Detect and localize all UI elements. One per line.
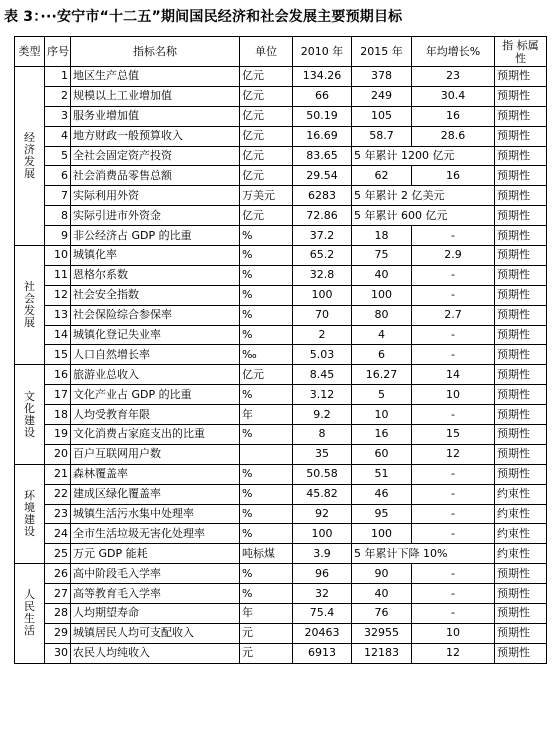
indicator-name: 人均受教育年限 xyxy=(71,405,240,425)
value-2010: 83.65 xyxy=(293,146,352,166)
table-row xyxy=(15,186,547,206)
growth-rate: - xyxy=(412,265,495,285)
value-2015: 378 xyxy=(352,67,412,87)
row-index: 10 xyxy=(45,246,71,266)
table-row xyxy=(15,226,547,246)
table-row xyxy=(15,106,547,126)
row-index: 26 xyxy=(45,564,71,584)
table-title xyxy=(4,6,402,26)
row-index: 2 xyxy=(45,86,71,106)
row-index: 11 xyxy=(45,265,71,285)
indicator-unit: 亿元 xyxy=(240,166,293,186)
row-index: 15 xyxy=(45,345,71,365)
value-2015: 4 xyxy=(352,325,412,345)
indicator-attribute: 预期性 xyxy=(495,305,547,325)
indicator-name: 地方财政一般预算收入 xyxy=(71,126,240,146)
indicator-attribute: 预期性 xyxy=(495,86,547,106)
indicator-unit: 亿元 xyxy=(240,86,293,106)
value-2015: 249 xyxy=(352,86,412,106)
value-2010: 50.19 xyxy=(293,106,352,126)
header-name: 指标名称 xyxy=(71,37,240,67)
value-2015: 10 xyxy=(352,405,412,425)
value-2010: 6913 xyxy=(293,643,352,663)
indicator-name: 非公经济占 GDP 的比重 xyxy=(71,226,240,246)
row-index: 24 xyxy=(45,524,71,544)
growth-rate: - xyxy=(412,564,495,584)
row-index: 6 xyxy=(45,166,71,186)
indicator-unit: % xyxy=(240,325,293,345)
indicator-unit: 年 xyxy=(240,405,293,425)
indicator-unit: % xyxy=(240,305,293,325)
indicator-attribute: 预期性 xyxy=(495,126,547,146)
value-2015: 46 xyxy=(352,484,412,504)
header-2015: 2015 年 xyxy=(352,37,412,67)
value-2010: 32 xyxy=(293,584,352,604)
value-2015: 40 xyxy=(352,584,412,604)
table-row xyxy=(15,524,547,544)
table-row xyxy=(15,544,547,564)
indicator-unit: 万美元 xyxy=(240,186,293,206)
value-2010: 9.2 xyxy=(293,405,352,425)
value-2015: 12183 xyxy=(352,643,412,663)
value-2010: 92 xyxy=(293,504,352,524)
row-index: 4 xyxy=(45,126,71,146)
category-label: 文化建设 xyxy=(24,389,35,439)
indicator-unit: % xyxy=(240,226,293,246)
indicator-unit: 吨标煤 xyxy=(240,544,293,564)
indicator-name: 高等教育毛入学率 xyxy=(71,584,240,604)
growth-rate: - xyxy=(412,325,495,345)
value-2010: 37.2 xyxy=(293,226,352,246)
indicator-name: 实际利用外资 xyxy=(71,186,240,206)
value-2010: 8.45 xyxy=(293,365,352,385)
indicator-name: 服务业增加值 xyxy=(71,106,240,126)
merged-target: 5 年累计 1200 亿元 xyxy=(352,146,495,166)
growth-rate: - xyxy=(412,405,495,425)
indicator-name: 建成区绿化覆盖率 xyxy=(71,484,240,504)
value-2010: 96 xyxy=(293,564,352,584)
row-index: 20 xyxy=(45,444,71,464)
title-dots: ··· xyxy=(40,9,57,25)
table-row xyxy=(15,484,547,504)
category-label: 人民生活 xyxy=(24,588,35,638)
indicator-unit: % xyxy=(240,564,293,584)
value-2010: 100 xyxy=(293,285,352,305)
growth-rate: 15 xyxy=(412,425,495,445)
value-2015: 90 xyxy=(352,564,412,584)
row-index: 22 xyxy=(45,484,71,504)
indicator-name: 百户互联网用户数 xyxy=(71,444,240,464)
indicator-attribute: 预期性 xyxy=(495,425,547,445)
growth-rate: 23 xyxy=(412,67,495,87)
indicator-unit: % xyxy=(240,464,293,484)
title-text: 安宁市“十二五”期间国民经济和社会发展主要预期目标 xyxy=(56,9,403,25)
table-body xyxy=(15,67,547,664)
value-2015: 76 xyxy=(352,604,412,624)
row-index: 21 xyxy=(45,464,71,484)
indicator-name: 社会安全指数 xyxy=(71,285,240,305)
indicator-name: 高中阶段毛入学率 xyxy=(71,564,240,584)
indicator-attribute: 预期性 xyxy=(495,564,547,584)
value-2010: 3.12 xyxy=(293,385,352,405)
value-2015: 18 xyxy=(352,226,412,246)
indicator-name: 规模以上工业增加值 xyxy=(71,86,240,106)
indicator-name: 文化消费占家庭支出的比重 xyxy=(71,425,240,445)
table-row xyxy=(15,146,547,166)
indicator-attribute: 预期性 xyxy=(495,325,547,345)
table-row xyxy=(15,643,547,663)
growth-rate: 16 xyxy=(412,106,495,126)
indicator-unit: ‰ xyxy=(240,345,293,365)
indicator-unit: 元 xyxy=(240,643,293,663)
category-cell xyxy=(15,464,45,563)
indicator-table xyxy=(14,36,547,664)
row-index: 13 xyxy=(45,305,71,325)
row-index: 17 xyxy=(45,385,71,405)
row-index: 12 xyxy=(45,285,71,305)
value-2015: 105 xyxy=(352,106,412,126)
indicator-attribute: 预期性 xyxy=(495,385,547,405)
row-index: 28 xyxy=(45,604,71,624)
indicator-attribute: 预期性 xyxy=(495,365,547,385)
growth-rate: - xyxy=(412,584,495,604)
value-2010: 6283 xyxy=(293,186,352,206)
value-2015: 60 xyxy=(352,444,412,464)
table-row xyxy=(15,564,547,584)
indicator-name: 文化产业占 GDP 的比重 xyxy=(71,385,240,405)
indicator-attribute: 约束性 xyxy=(495,504,547,524)
table-row xyxy=(15,623,547,643)
table-row xyxy=(15,246,547,266)
category-cell xyxy=(15,67,45,246)
indicator-name: 城镇居民人均可支配收入 xyxy=(71,623,240,643)
table-row xyxy=(15,425,547,445)
table-row xyxy=(15,265,547,285)
row-index: 8 xyxy=(45,206,71,226)
row-index: 29 xyxy=(45,623,71,643)
row-index: 9 xyxy=(45,226,71,246)
indicator-unit: % xyxy=(240,584,293,604)
indicator-name: 全社会固定资产投资 xyxy=(71,146,240,166)
value-2015: 80 xyxy=(352,305,412,325)
category-cell xyxy=(15,246,45,365)
growth-rate: 16 xyxy=(412,166,495,186)
table-row xyxy=(15,584,547,604)
row-index: 23 xyxy=(45,504,71,524)
growth-rate: 10 xyxy=(412,385,495,405)
value-2010: 5.03 xyxy=(293,345,352,365)
indicator-unit: % xyxy=(240,246,293,266)
row-index: 30 xyxy=(45,643,71,663)
indicator-attribute: 约束性 xyxy=(495,484,547,504)
value-2010: 100 xyxy=(293,524,352,544)
growth-rate: - xyxy=(412,524,495,544)
value-2015: 95 xyxy=(352,504,412,524)
category-label: 社会发展 xyxy=(24,280,35,330)
row-index: 7 xyxy=(45,186,71,206)
value-2015: 16.27 xyxy=(352,365,412,385)
indicator-attribute: 预期性 xyxy=(495,206,547,226)
indicator-name: 城镇化登记失业率 xyxy=(71,325,240,345)
indicator-unit: 年 xyxy=(240,604,293,624)
indicator-name: 城镇化率 xyxy=(71,246,240,266)
growth-rate: - xyxy=(412,226,495,246)
growth-rate: 10 xyxy=(412,623,495,643)
indicator-attribute: 预期性 xyxy=(495,226,547,246)
category-label: 经济发展 xyxy=(24,131,35,180)
table-row xyxy=(15,325,547,345)
header-index: 序号 xyxy=(45,37,71,67)
merged-target: 5 年累计 600 亿元 xyxy=(352,206,495,226)
table-row xyxy=(15,166,547,186)
row-index: 25 xyxy=(45,544,71,564)
value-2010: 32.8 xyxy=(293,265,352,285)
row-index: 14 xyxy=(45,325,71,345)
value-2010: 35 xyxy=(293,444,352,464)
merged-target: 5 年累计下降 10% xyxy=(352,544,495,564)
indicator-attribute: 预期性 xyxy=(495,444,547,464)
table-row xyxy=(15,206,547,226)
value-2010: 75.4 xyxy=(293,604,352,624)
value-2015: 75 xyxy=(352,246,412,266)
indicator-attribute: 预期性 xyxy=(495,604,547,624)
indicator-attribute: 预期性 xyxy=(495,623,547,643)
indicator-unit xyxy=(240,444,293,464)
value-2015: 6 xyxy=(352,345,412,365)
value-2015: 40 xyxy=(352,265,412,285)
table-row xyxy=(15,604,547,624)
category-cell xyxy=(15,564,45,663)
value-2010: 3.9 xyxy=(293,544,352,564)
indicator-attribute: 预期性 xyxy=(495,584,547,604)
growth-rate: 2.9 xyxy=(412,246,495,266)
value-2010: 72.86 xyxy=(293,206,352,226)
value-2010: 16.69 xyxy=(293,126,352,146)
table-row xyxy=(15,444,547,464)
row-index: 19 xyxy=(45,425,71,445)
row-index: 5 xyxy=(45,146,71,166)
row-index: 3 xyxy=(45,106,71,126)
indicator-name: 万元 GDP 能耗 xyxy=(71,544,240,564)
indicator-name: 实际引进市外资金 xyxy=(71,206,240,226)
indicator-unit: % xyxy=(240,425,293,445)
indicator-unit: 亿元 xyxy=(240,146,293,166)
header-category: 类型 xyxy=(15,37,45,67)
row-index: 18 xyxy=(45,405,71,425)
value-2015: 100 xyxy=(352,524,412,544)
indicator-name: 恩格尔系数 xyxy=(71,265,240,285)
growth-rate: 12 xyxy=(412,444,495,464)
row-index: 16 xyxy=(45,365,71,385)
value-2015: 62 xyxy=(352,166,412,186)
indicator-unit: % xyxy=(240,265,293,285)
indicator-attribute: 预期性 xyxy=(495,106,547,126)
table-row xyxy=(15,345,547,365)
table-row xyxy=(15,504,547,524)
value-2010: 65.2 xyxy=(293,246,352,266)
header-2010: 2010 年 xyxy=(293,37,352,67)
indicator-name: 人口自然增长率 xyxy=(71,345,240,365)
header-growth: 年均增长% xyxy=(412,37,495,67)
growth-rate: - xyxy=(412,464,495,484)
indicator-unit: % xyxy=(240,484,293,504)
indicator-name: 全市生活垃圾无害化处理率 xyxy=(71,524,240,544)
table-row xyxy=(15,305,547,325)
value-2010: 70 xyxy=(293,305,352,325)
growth-rate: - xyxy=(412,484,495,504)
growth-rate: 2.7 xyxy=(412,305,495,325)
table-row xyxy=(15,86,547,106)
growth-rate: 14 xyxy=(412,365,495,385)
value-2010: 29.54 xyxy=(293,166,352,186)
value-2010: 45.82 xyxy=(293,484,352,504)
indicator-unit: 亿元 xyxy=(240,67,293,87)
indicator-attribute: 预期性 xyxy=(495,146,547,166)
value-2010: 134.26 xyxy=(293,67,352,87)
indicator-name: 城镇生活污水集中处理率 xyxy=(71,504,240,524)
value-2010: 20463 xyxy=(293,623,352,643)
indicator-attribute: 预期性 xyxy=(495,67,547,87)
value-2015: 58.7 xyxy=(352,126,412,146)
category-label: 环境建设 xyxy=(24,489,35,539)
indicator-attribute: 预期性 xyxy=(495,265,547,285)
indicator-unit: % xyxy=(240,504,293,524)
table-row xyxy=(15,405,547,425)
table-row xyxy=(15,126,547,146)
header-unit: 单位 xyxy=(240,37,293,67)
growth-rate: - xyxy=(412,504,495,524)
indicator-name: 森林覆盖率 xyxy=(71,464,240,484)
indicator-name: 农民人均纯收入 xyxy=(71,643,240,663)
growth-rate: 28.6 xyxy=(412,126,495,146)
indicator-unit: % xyxy=(240,385,293,405)
growth-rate: 12 xyxy=(412,643,495,663)
growth-rate: 30.4 xyxy=(412,86,495,106)
indicator-attribute: 预期性 xyxy=(495,246,547,266)
title-prefix: 表 3： xyxy=(4,9,41,25)
value-2010: 8 xyxy=(293,425,352,445)
indicator-attribute: 预期性 xyxy=(495,345,547,365)
growth-rate: - xyxy=(412,285,495,305)
table-row xyxy=(15,464,547,484)
indicator-name: 地区生产总值 xyxy=(71,67,240,87)
table-row xyxy=(15,67,547,87)
value-2015: 100 xyxy=(352,285,412,305)
growth-rate: - xyxy=(412,345,495,365)
growth-rate: - xyxy=(412,604,495,624)
category-cell xyxy=(15,365,45,464)
indicator-attribute: 预期性 xyxy=(495,186,547,206)
value-2010: 66 xyxy=(293,86,352,106)
value-2015: 16 xyxy=(352,425,412,445)
value-2015: 51 xyxy=(352,464,412,484)
indicator-attribute: 预期性 xyxy=(495,464,547,484)
value-2015: 5 xyxy=(352,385,412,405)
indicator-unit: 亿元 xyxy=(240,106,293,126)
indicator-unit: % xyxy=(240,524,293,544)
indicator-attribute: 约束性 xyxy=(495,524,547,544)
indicator-name: 社会消费品零售总额 xyxy=(71,166,240,186)
header-attribute: 指 标属 性 xyxy=(495,37,547,67)
value-2015: 32955 xyxy=(352,623,412,643)
indicator-name: 社会保险综合参保率 xyxy=(71,305,240,325)
indicator-name: 旅游业总收入 xyxy=(71,365,240,385)
indicator-unit: 亿元 xyxy=(240,126,293,146)
indicator-unit: 亿元 xyxy=(240,206,293,226)
table-row xyxy=(15,365,547,385)
indicator-attribute: 预期性 xyxy=(495,285,547,305)
indicator-unit: 亿元 xyxy=(240,365,293,385)
value-2010: 2 xyxy=(293,325,352,345)
row-index: 1 xyxy=(45,67,71,87)
table-row xyxy=(15,285,547,305)
indicator-attribute: 预期性 xyxy=(495,405,547,425)
indicator-attribute: 预期性 xyxy=(495,166,547,186)
header-row xyxy=(15,37,547,67)
indicator-name: 人均期望寿命 xyxy=(71,604,240,624)
merged-target: 5 年累计 2 亿美元 xyxy=(352,186,495,206)
indicator-unit: 元 xyxy=(240,623,293,643)
value-2010: 50.58 xyxy=(293,464,352,484)
table-row xyxy=(15,385,547,405)
indicator-attribute: 预期性 xyxy=(495,643,547,663)
indicator-attribute: 约束性 xyxy=(495,544,547,564)
indicator-unit: % xyxy=(240,285,293,305)
row-index: 27 xyxy=(45,584,71,604)
